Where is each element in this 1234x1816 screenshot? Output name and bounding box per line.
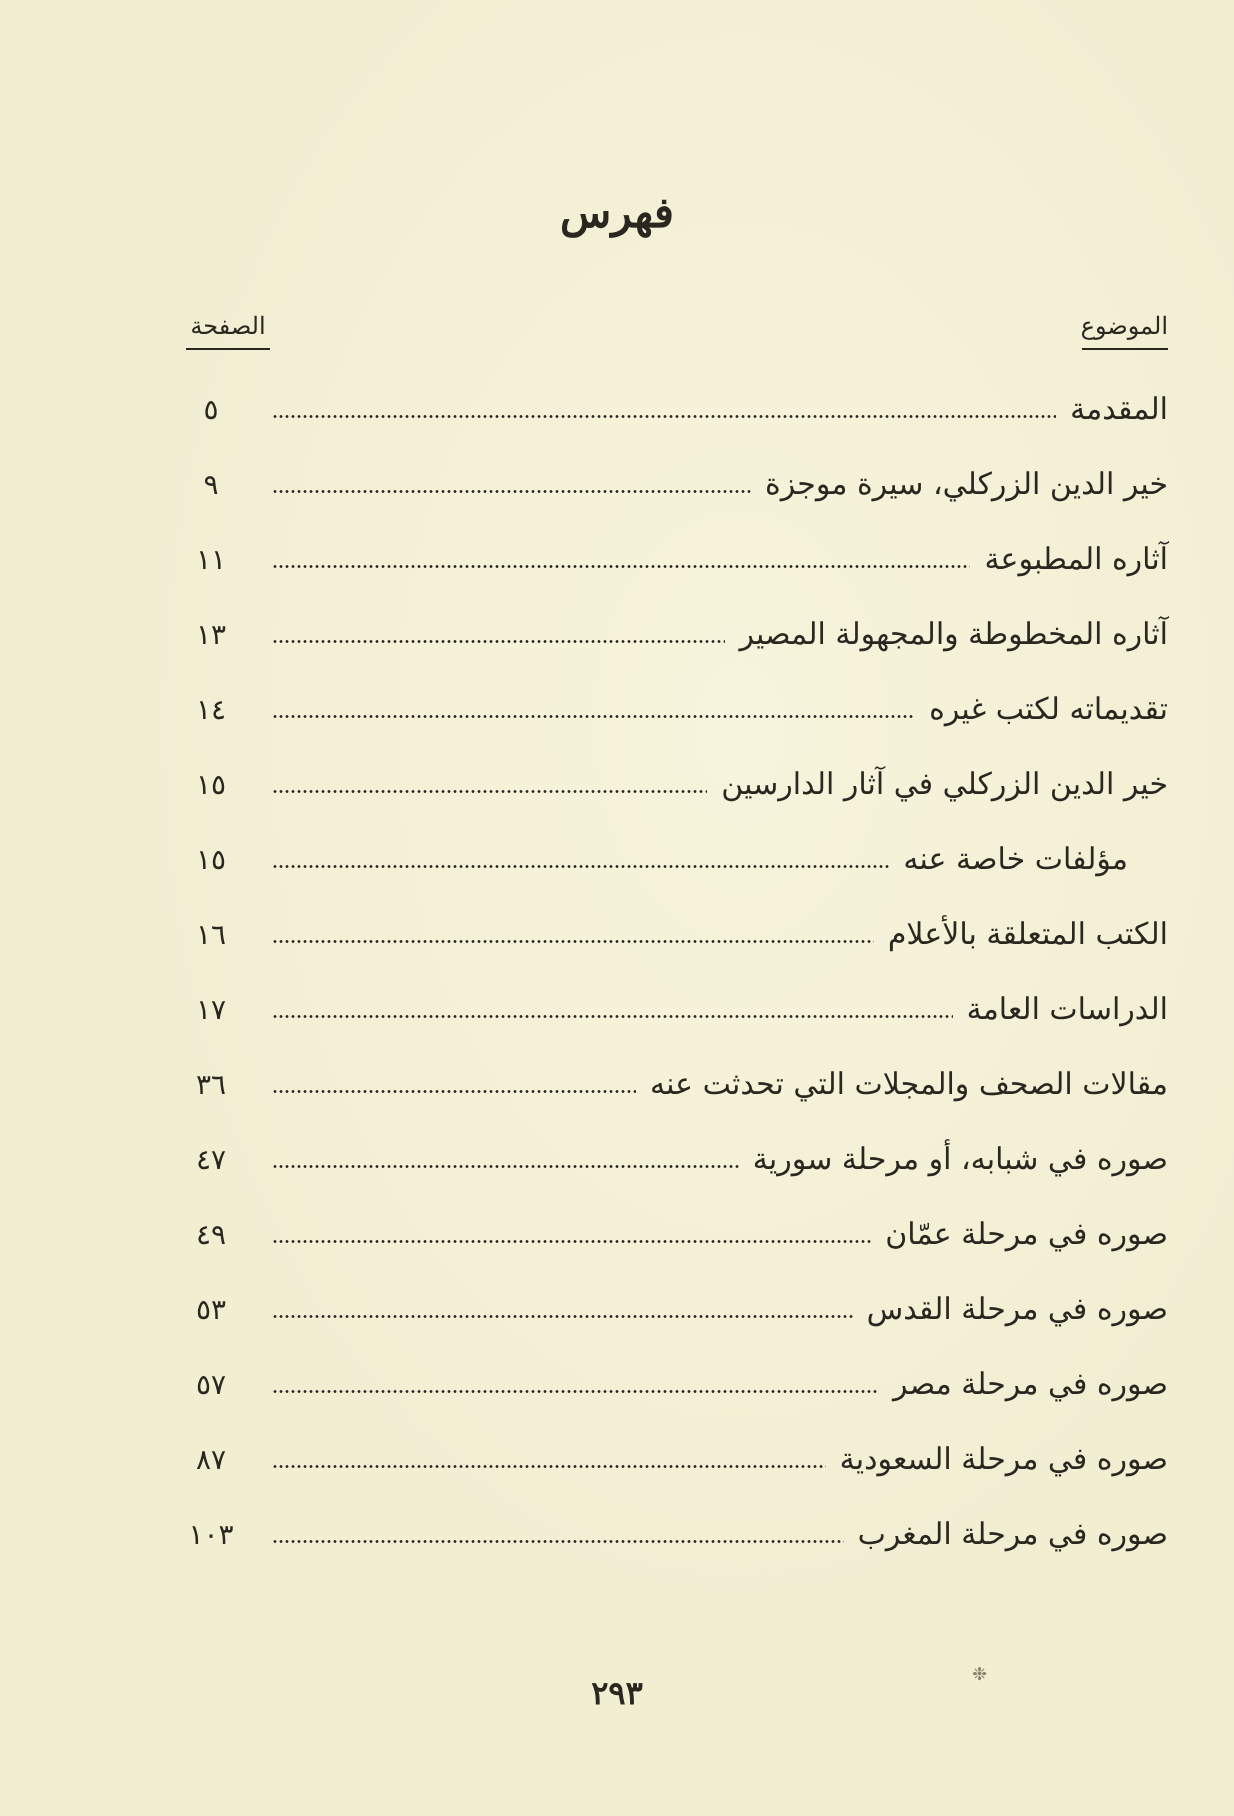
toc-entry xyxy=(186,747,1168,822)
dot-leader xyxy=(272,1390,879,1393)
dot-leader xyxy=(272,865,889,868)
toc-entry-page: ١٦ xyxy=(195,918,227,951)
toc-entry-title: مؤلفات خاصة عنه xyxy=(903,842,1128,877)
topic-column-header: الموضوع xyxy=(1082,312,1168,350)
toc-entry xyxy=(186,447,1168,522)
toc-entry-title: صوره في مرحلة المغرب xyxy=(857,1517,1168,1552)
dot-leader xyxy=(272,940,874,943)
toc-entry xyxy=(186,522,1168,597)
toc-entry-page: ٣٦ xyxy=(195,1068,227,1101)
toc-entry-title: صوره في مرحلة السعودية xyxy=(839,1442,1168,1477)
toc-entry-title: صوره في مرحلة القدس xyxy=(866,1292,1168,1327)
toc-entry xyxy=(186,1347,1168,1422)
toc-entry-title: المقدمة xyxy=(1070,392,1168,427)
toc-entry xyxy=(186,822,1168,897)
toc-entry-page: ١٥ xyxy=(195,843,227,876)
paper-speck: ❉ xyxy=(972,1664,988,1685)
dot-leader xyxy=(272,415,1056,418)
toc-entry-page: ٨٧ xyxy=(195,1443,227,1476)
toc-entry-title: الدراسات العامة xyxy=(966,992,1168,1027)
toc-entry xyxy=(186,1047,1168,1122)
dot-leader xyxy=(272,1015,953,1018)
toc-entry-page: ٥٣ xyxy=(195,1293,227,1326)
dot-leader xyxy=(272,565,970,568)
toc-entry-page: ١٧ xyxy=(195,993,227,1026)
page-number: ٢٩٣ xyxy=(591,1674,643,1712)
dot-leader xyxy=(272,1465,826,1468)
dot-leader xyxy=(272,490,751,493)
toc-entry xyxy=(186,1497,1168,1572)
dot-leader xyxy=(272,1165,739,1168)
toc-entry-page: ٤٩ xyxy=(195,1218,227,1251)
toc-entry-title: الكتب المتعلقة بالأعلام xyxy=(887,917,1168,952)
toc-entry xyxy=(186,1272,1168,1347)
toc-entry-title: صوره في مرحلة عمّان xyxy=(885,1217,1168,1252)
toc-entry-page: ٥٧ xyxy=(195,1368,227,1401)
toc-entry-title: تقديماته لكتب غيره xyxy=(929,692,1168,727)
toc-entry xyxy=(186,372,1168,447)
toc-entry-page: ١٣ xyxy=(195,618,227,651)
page-title: فهرس xyxy=(560,188,674,237)
toc-entry xyxy=(186,1122,1168,1197)
toc-entry-page: ٥ xyxy=(203,393,219,426)
dot-leader xyxy=(272,1240,871,1243)
toc-entry-title: خير الدين الزركلي في آثار الدارسين xyxy=(721,767,1168,802)
toc-entry-title: آثاره المطبوعة xyxy=(984,542,1168,577)
toc-entry xyxy=(186,672,1168,747)
dot-leader xyxy=(272,790,707,793)
dot-leader xyxy=(272,715,915,718)
toc-entry-page: ١٥ xyxy=(195,768,227,801)
dot-leader xyxy=(272,640,725,643)
toc-entry-title: خير الدين الزركلي، سيرة موجزة xyxy=(765,467,1168,502)
dot-leader xyxy=(272,1090,636,1093)
toc-entry-page: ١٤ xyxy=(195,693,227,726)
dot-leader xyxy=(272,1315,853,1318)
toc-entry-page: ٩ xyxy=(203,468,219,501)
toc-entry-title: صوره في شبابه، أو مرحلة سورية xyxy=(752,1142,1168,1177)
toc-entry-title: آثاره المخطوطة والمجهولة المصير xyxy=(739,617,1168,652)
toc-entry-page: ١١ xyxy=(195,543,227,576)
dot-leader xyxy=(272,1540,844,1543)
page-column-header: الصفحة xyxy=(186,312,270,350)
toc-entry xyxy=(186,597,1168,672)
table-of-contents xyxy=(186,372,1168,1572)
toc-entry-title: مقالات الصحف والمجلات التي تحدثت عنه xyxy=(650,1067,1168,1102)
toc-entry xyxy=(186,897,1168,972)
toc-entry-page: ٤٧ xyxy=(195,1143,227,1176)
toc-entry xyxy=(186,1197,1168,1272)
toc-entry-title: صوره في مرحلة مصر xyxy=(893,1367,1168,1402)
toc-entry-page: ١٠٣ xyxy=(188,1518,234,1551)
toc-entry xyxy=(186,972,1168,1047)
toc-entry xyxy=(186,1422,1168,1497)
